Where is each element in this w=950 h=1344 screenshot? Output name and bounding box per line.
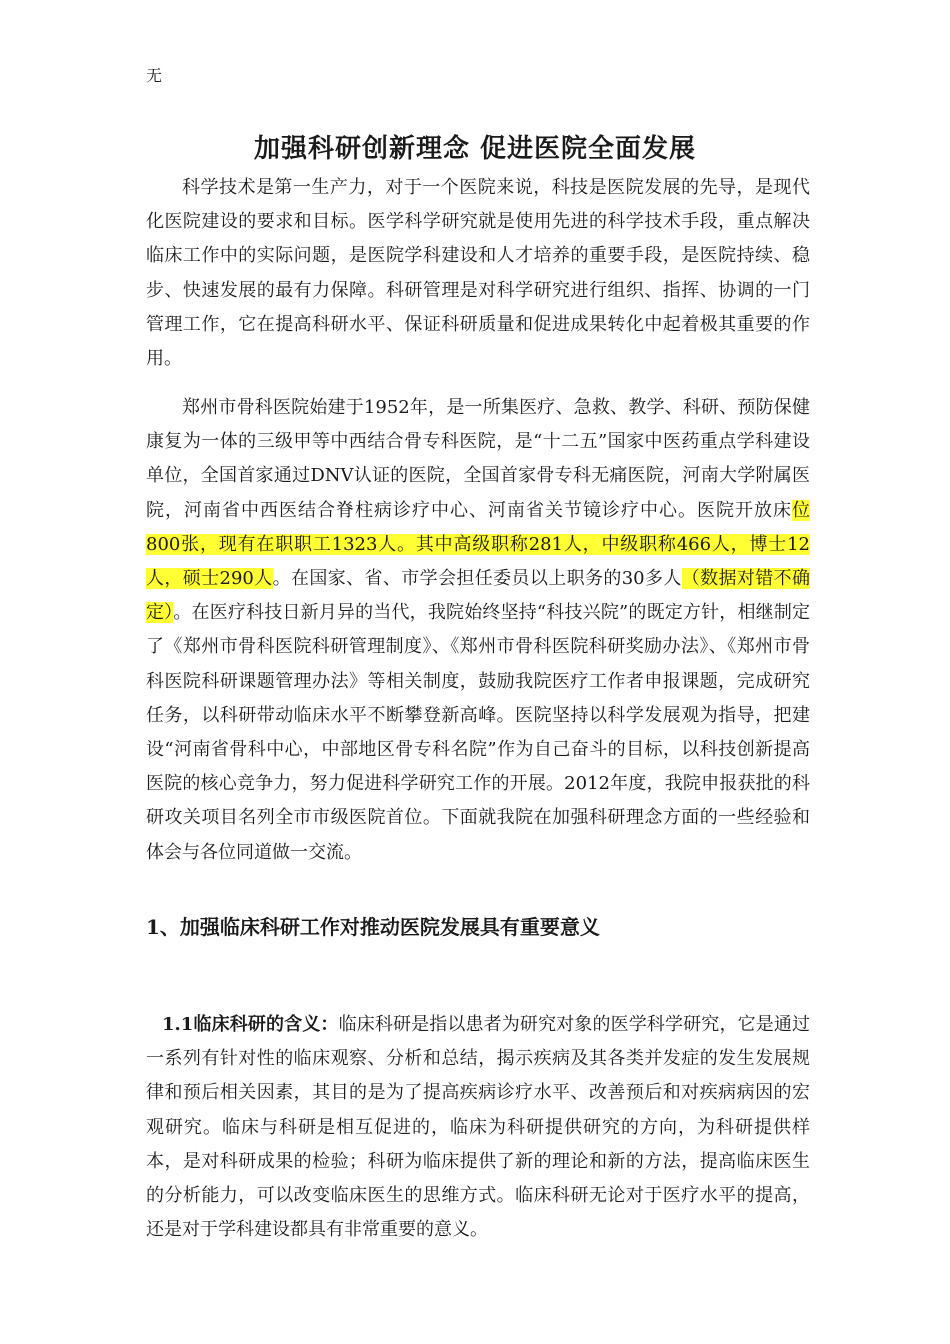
paragraph-hospital-profile (146, 391, 810, 870)
highlighted-note: （数据对错不确定） (146, 568, 811, 624)
paragraph-clinical-research (146, 1008, 810, 1247)
highlighted-text: 位800张，现有在职职工1323人。其中高级职称281人，中级职称466人，博士12人，硕士290人 (146, 499, 810, 590)
header-mark: 无 (146, 66, 163, 85)
paragraph-text: 郑州市骨科医院始建于1952年，是一所集医疗、急救、教学、科研、预防保健康复为一体的三级甲等中西结合骨专科医院，是“十二五”国家中医药重点学科建设单位，全国首家通过DNV认证的医院，全国首家骨专科无痛医院，河南大学附属医院，河南省中西医结合脊柱病诊疗中心、河南省关节镜诊疗中心。医院开放床 (146, 397, 810, 521)
paragraph-text: 。在国家、省、市学会担任委员以上职务的30多人 (272, 568, 682, 590)
paragraph-text: 临床科研是指以患者为研究对象的医学科学研究，它是通过一系列有针对性的临床观察、分析和总结，揭示疾病及其各类并发症的发生发展规律和预后相关因素，其目的是为了提高疾病诊疗水平、改善预后和对疾病病因的宏观研究。临床与科研是相互促进的，临床为科研提供研究的方向，为科研提供样本，是对科研成果的检验；科研为临床提供了新的理论和新的方法，提高临床医生的分析能力，可以改变临床医生的思维方式。临床科研无论对于医疗水平的提高，还是对于学科建设都具有非常重要的意义。 (146, 1014, 810, 1241)
document-title: 加强科研创新理念 促进医院全面发展 (253, 134, 697, 164)
paragraph-intro: 科学技术是第一生产力，对于一个医院来说，科技是医院发展的先导，是现代化医院建设的要求和目标。医学科学研究就是使用先进的科学技术手段，重点解决临床工作中的实际问题，是医院学科建设和人才培养的重要手段，是医院持续、稳步、快速发展的最有力保障。科研管理是对科学研究进行组织、指挥、协调的一门管理工作，它在提高科研水平、保证科研质量和促进成果转化中起着极其重要的作用。 (146, 177, 810, 370)
section-heading: 1、加强临床科研工作对推动医院发展具有重要意义 (146, 915, 600, 939)
paragraph-text: 。在医疗科技日新月异的当代，我院始终坚持“科技兴院”的既定方针，相继制定了《郑州市骨科医院科研管理制度》、《郑州市骨科医院科研奖励办法》、《郑州市骨科医院科研课题管理办法》等相关制度，鼓励我院医疗工作者申报课题，完成研究任务，以科研带动临床水平不断攀登新高峰。医院坚持以科学发展观为指导，把建设“河南省骨科中心，中部地区骨专科名院”作为自己奋斗的目标，以科技创新提高医院的核心竞争力，努力促进科学研究工作的开展。2012年度，我院申报获批的科研攻关项目名列全市市级医院首位。下面就我院在加强科研理念方面的一些经验和体会与各位同道做一交流。 (146, 602, 810, 863)
subsection-heading: 1.1临床科研的含义： (162, 1014, 339, 1035)
